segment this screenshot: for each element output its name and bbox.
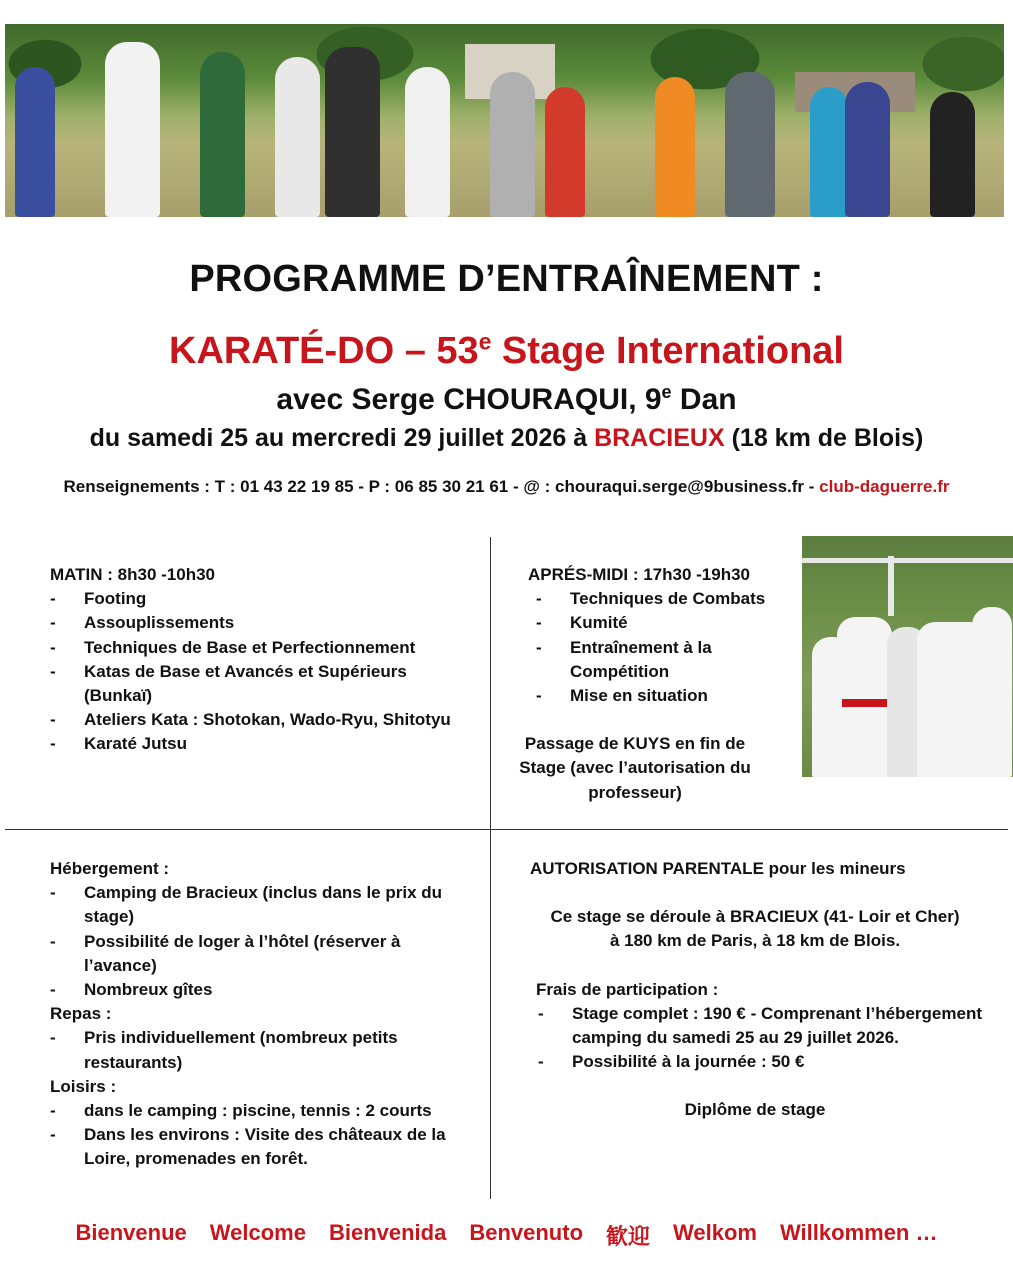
welcome-word: Bienvenida: [328, 1220, 447, 1245]
trainee-figure: [15, 67, 55, 217]
karateka-figure: [837, 617, 892, 777]
list-item: - Nombreux gîtes: [50, 978, 480, 1002]
list-item: - Possibilité de loger à l’hôtel (réserver à l’avance): [50, 930, 420, 978]
list-item: - Stage complet : 190 € - Comprenant l’hébergement camping du samedi 25 au 29 juillet 2026.: [538, 1002, 998, 1050]
list-item: - Footing: [50, 587, 480, 611]
trainee-figure: [810, 87, 848, 217]
dates-line: [0, 424, 1013, 453]
teacher-pre: avec Serge CHOURAQUI, 9: [276, 383, 662, 416]
teacher-rest: Dan: [671, 383, 737, 416]
trainee-figure: [105, 42, 160, 217]
vertical-divider: [490, 537, 491, 1199]
karate-photo: [802, 536, 1013, 777]
list-item: - Assouplissements: [50, 611, 480, 635]
red-belt: [842, 699, 887, 707]
apres-midi-label: APRÉS-MIDI : 17h30 -19h30: [528, 565, 751, 584]
frais-list: [538, 1002, 1000, 1075]
hebergement-section: [50, 857, 480, 1172]
list-item: - Possibilité à la journée : 50 €: [538, 1050, 1000, 1074]
page-title: PROGRAMME D’ENTRAÎNEMENT :: [189, 258, 824, 300]
welcome-word: Welcome: [209, 1220, 306, 1245]
trainee-figure: [545, 87, 585, 217]
list-item: - Mise en situation: [536, 684, 798, 708]
frais-label: Frais de participation :: [536, 979, 719, 999]
matin-label: MATIN : 8h30 -10h30: [50, 565, 216, 584]
goal-post: [888, 556, 894, 616]
welcome-line: [0, 1220, 1013, 1251]
list-item: - Dans les environs : Visite des châteaux de la Loire, promenades en forêt.: [50, 1123, 470, 1171]
welcome-word: Benvenuto: [469, 1220, 584, 1245]
stage-title: [0, 330, 1013, 373]
diplome-note: Diplôme de stage: [684, 1100, 826, 1120]
banner-photo: [5, 24, 1004, 217]
hebergement-list: [50, 881, 480, 1002]
contact-website[interactable]: club-daguerre.fr: [819, 477, 950, 496]
lieu-line-2: à 180 km de Paris, à 18 km de Blois.: [609, 931, 901, 951]
infos-section: [530, 857, 1000, 1123]
list-item: - Entraînement à la Compétition: [536, 636, 736, 684]
list-item: - Ateliers Kata : Shotokan, Wado-Ryu, Shitotyu: [50, 708, 480, 732]
matin-list: [50, 587, 480, 756]
loisirs-list: [50, 1099, 480, 1172]
teacher-line: [0, 383, 1013, 417]
kuys-note: Passage de KUYS en fin de Stage (avec l’autorisation du professeur): [519, 734, 751, 802]
trainee-figure: [490, 72, 535, 217]
stage-title-sup: e: [478, 328, 492, 355]
contact-text: Renseignements : T : 01 43 22 19 85 - P : 06 85 30 21 61 - @ : chouraqui.serge@9business.fr -: [63, 477, 820, 496]
welcome-word: Welkom: [673, 1220, 757, 1245]
dates-pre: du samedi 25 au mercredi 29 juillet 2026 à: [89, 424, 595, 452]
autorisation-note: AUTORISATION PARENTALE pour les mineurs: [530, 859, 906, 878]
hebergement-label: Hébergement :: [50, 859, 170, 878]
repas-label: Repas :: [50, 1004, 112, 1024]
contact-line: [0, 477, 1013, 497]
repas-list: [50, 1026, 480, 1074]
horizontal-divider: [5, 829, 1008, 830]
trainee-figure: [275, 57, 320, 217]
list-item: - Camping de Bracieux (inclus dans le prix du stage): [50, 881, 460, 929]
stage-title-rest: Stage International: [491, 330, 844, 372]
goal-bar: [802, 558, 1013, 563]
apres-midi-list: [536, 587, 798, 708]
loisirs-label: Loisirs :: [50, 1076, 117, 1096]
welcome-word: Willkommen …: [779, 1220, 938, 1245]
list-item: - Katas de Base et Avancés et Supérieurs (Bunkaï): [50, 660, 450, 708]
stage-title-main: KARATÉ-DO – 53: [169, 330, 479, 372]
list-item: - dans le camping : piscine, tennis : 2 courts: [50, 1099, 480, 1123]
lieu-line-1: Ce stage se déroule à BRACIEUX (41- Loir et Cher): [550, 907, 960, 927]
apres-midi-section: [519, 563, 798, 805]
trainee-figure: [405, 67, 450, 217]
trainee-figure: [725, 72, 775, 217]
welcome-word: 歓迎: [606, 1224, 651, 1249]
list-item: - Techniques de Combats: [536, 587, 798, 611]
list-item: - Pris individuellement (nombreux petits restaurants): [50, 1026, 430, 1074]
trainee-figure: [200, 52, 245, 217]
dates-place: BRACIEUX: [594, 424, 725, 452]
dates-post: (18 km de Blois): [724, 424, 924, 452]
teacher-sup: e: [661, 382, 672, 402]
list-item: - Techniques de Base et Perfectionnement: [50, 636, 480, 660]
trainee-figure: [325, 47, 380, 217]
list-item: - Karaté Jutsu: [50, 732, 480, 756]
list-item: - Kumité: [536, 611, 798, 635]
welcome-word: Bienvenue: [75, 1220, 187, 1245]
karateka-figure: [972, 607, 1012, 777]
trainee-figure: [930, 92, 975, 217]
trainee-figure: [845, 82, 890, 217]
trainee-figure: [655, 77, 695, 217]
matin-section: [50, 563, 480, 757]
